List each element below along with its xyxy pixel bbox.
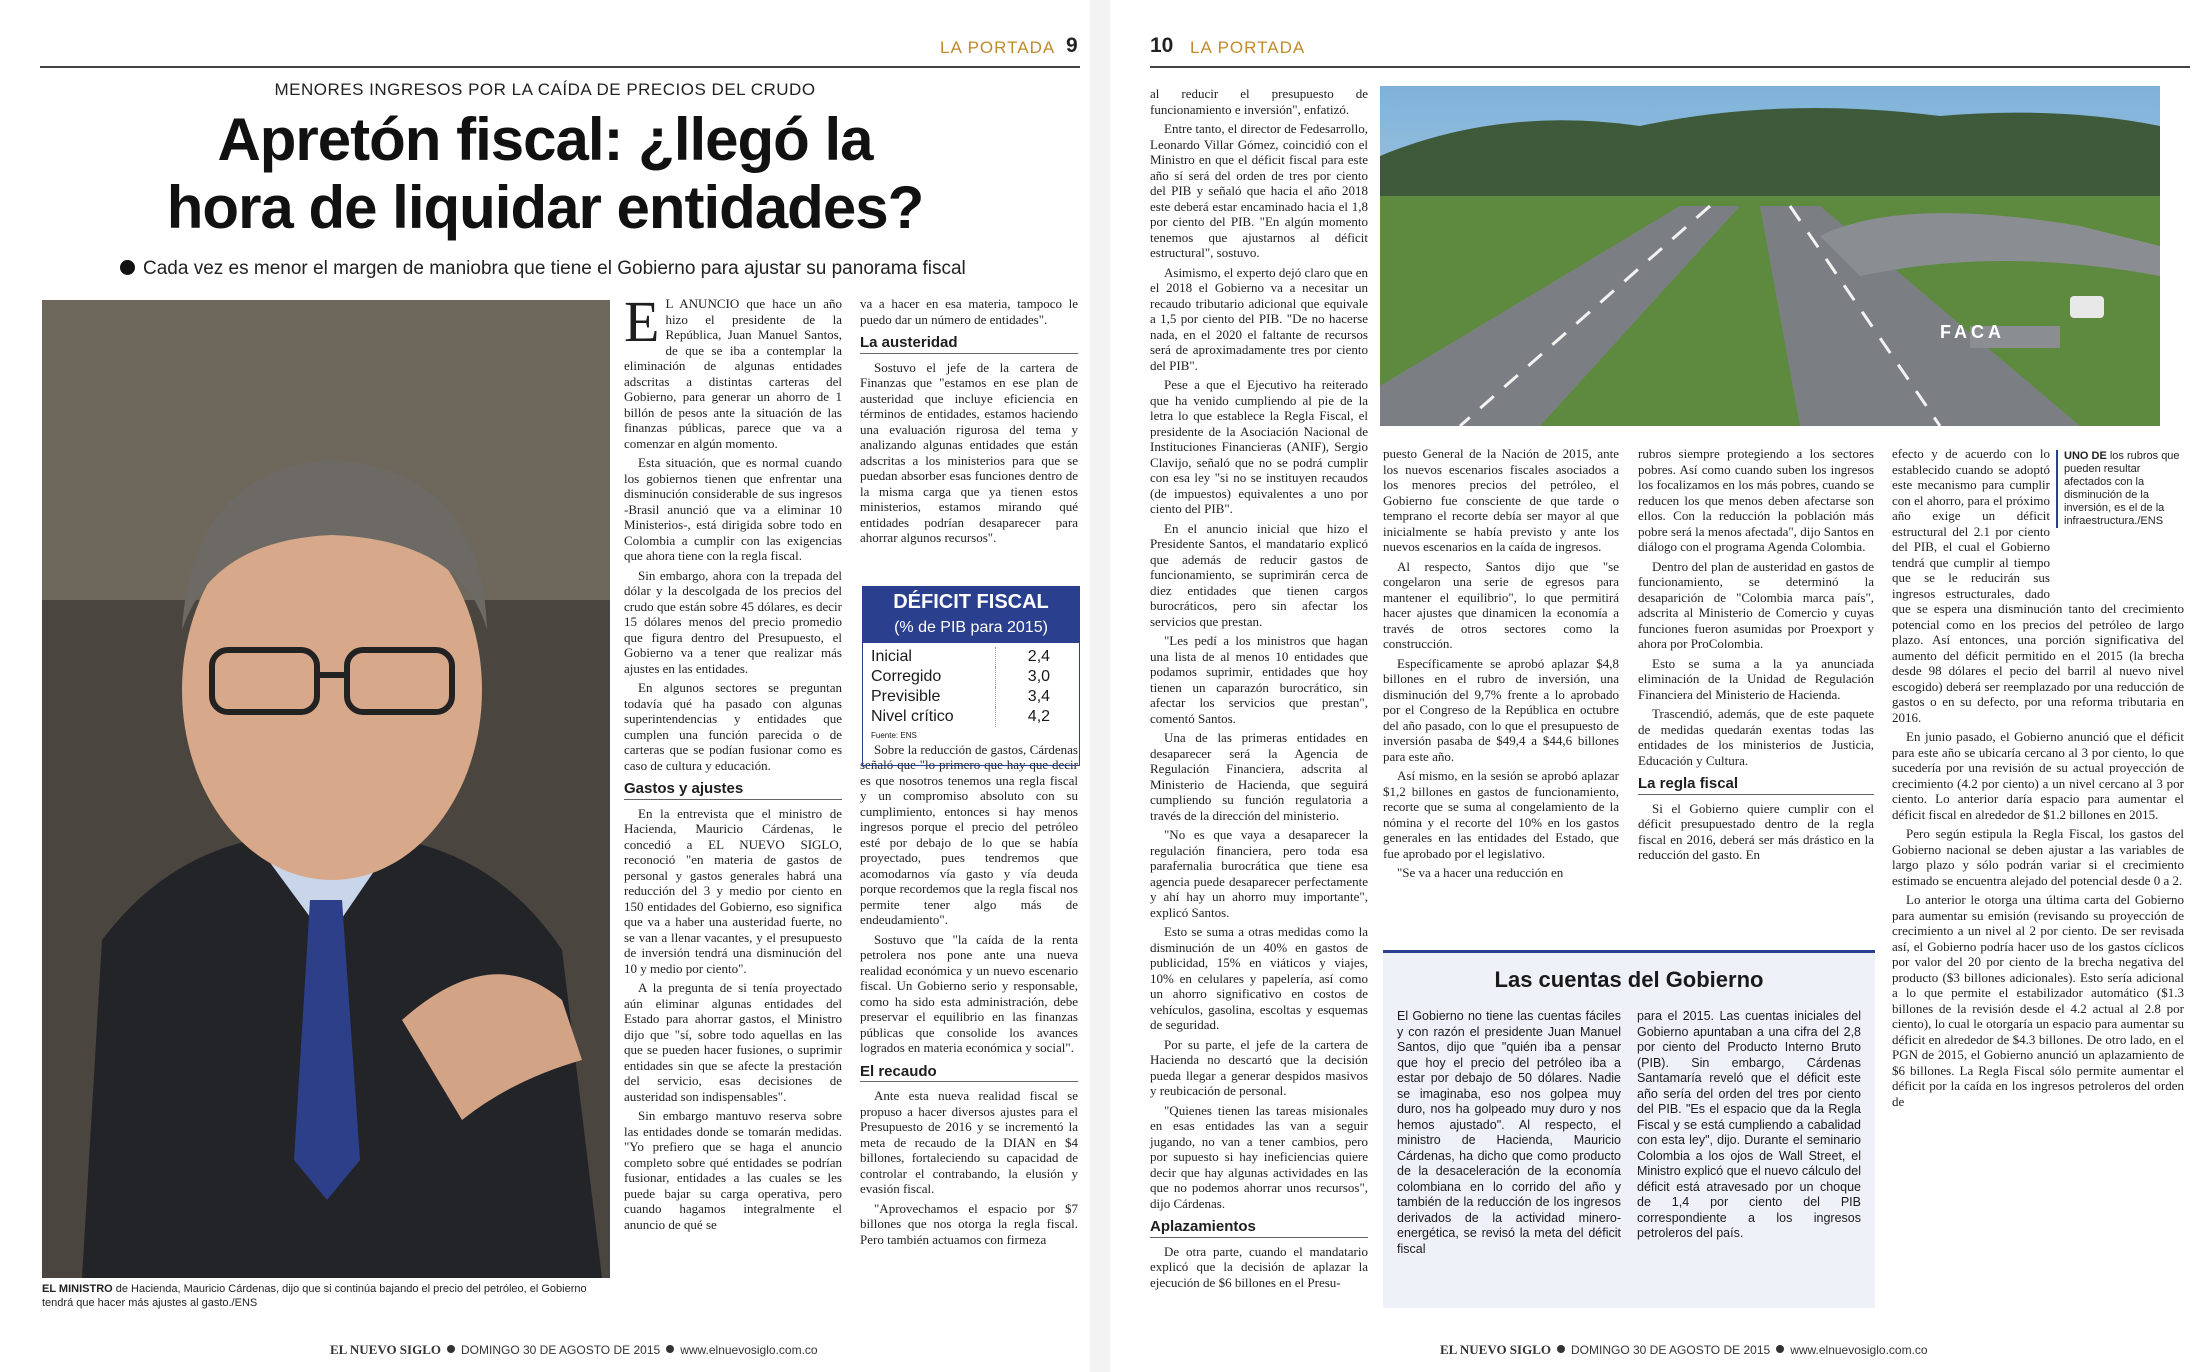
bullet-icon [1557,1345,1565,1353]
subheading: La regla fiscal [1638,776,1874,795]
subheading: La austeridad [860,335,1078,354]
page-footer [1440,1342,1928,1358]
paragraph: En junio pasado, el Gobierno anunció que el déficit para este año se ubicaría cercano al 3 por ciento, lo que sucedería por una revisión de su actual proyección de crecimiento (4.2 por ciento) a un nivel cercano al 3 por ciento. Lo anterior daría espacio para aumentar el déficit fiscal en alrededor de $1.2 billones en 2015. [1892,729,2184,822]
section-label: LA PORTADA [1190,38,1306,57]
paragraph: Así mismo, en la sesión se aprobó aplazar $1,2 billones en gastos de funcionamiento, recorte que se suma al congelamiento de la nómina y el recorte del 10% en los gastos generales en las entidades del Estado, que fue aprobado por el legislativo. [1383,768,1619,861]
paragraph: "Se va a hacer una reducción en [1397,865,1564,880]
box-column-right: para el 2015. Las cuentas iniciales del Gobierno apuntaban a una cifra del 2,8 por ciento del Producto Interno Bruto (PIB). Sin embargo, Cárdenas Santamaría reveló que el déficit este año sería del orden del tres por ciento del PIB. "Es el espacio que da la Regla Fiscal y se está cumpliendo a cabalidad con esta ley", dijo. Durante el seminario Colombia a los ojos de Wall Street, el Ministro explicó que el nuevo cálculo del déficit está atravesado por un choque de 1,4 por ciento del PIB correspondiente a los ingresos petroleros del país. [1637,1009,1861,1240]
paragraph: Sin embargo mantuvo reserva sobre las entidades donde se tomarán medidas. "Yo prefiero que se haga el anuncio completo sobre qué entidades se podrían fusionar, entidades a las cuales se les puede bajar su carga operativa, pero cuando hagamos integralmente el anuncio de qué se [624,1108,842,1232]
paragraph: Específicamente se aprobó aplazar $4,8 billones en el rubro de inversión, una disminución del 9,7% frente a lo aprobado por el Congreso de la República en octubre del año pasado, con lo que el presupuesto de inversión pasaba de $49,4 a $44,6 billones para este año. [1383,655,1619,764]
paragraph: Pero según estipula la Regla Fiscal, los gastos del Gobierno nacional se deben ajustar a las variables de largo plazo y sólo podrán variar si el crecimiento estimado se encuentra alejado del potencial desde 0 a 2. [1892,826,2184,888]
paragraph: Sostuvo que "la caída de la renta petrolera nos pone ante una nueva realidad económica y un nuevo escenario fiscal. Un Gobierno serio y responsable, como ha sido esta administración, debe preservar el equilibrio en las finanzas públicas que consolide los avances logrados en materia económica y social". [860,931,1078,1055]
table-row [863,647,1079,667]
paragraph: efecto y de acuerdo con lo establecido cuando se adoptó este mecanismo para cumplir con el ahorro, para el próximo año exige un déficit estructural del 2.1 por ciento del PIB, el cual el Gobierno tendrá que cumplir al tiempo que se le reducirán sus ingresos estructurales, dado que se espera una disminución tanto del crecimiento potencial como en los precios del petróleo de largo plazo. Así entonces, una porción significativa del aumento del déficit permitido en el 2015 (la brecha desde 98 dólares el pecio del barril al nuevo nivel escogido) deberá ser reemplazado por una reducción de gastos o en su defecto, por una reforma tributaria en 2016. [1892,446,2184,725]
drop-cap: E [624,289,660,354]
paragraph: Sobre la reducción de gastos, Cárdenas señaló que "lo primero que hay que decir es que nosotros tenemos una regla fiscal y un compromiso absoluto con su cumplimiento, entonces si hay menos ingresos porque el precio del petróleo esté por debajo de lo que se había proyectado, pues tendremos que acomodarnos vía gasto y vía deuda porque recordemos que la regla fiscal nos permite tener algo más de endeudamiento". [860,741,1078,927]
subheading: Aplazamientos [1150,1219,1368,1238]
paragraph: Lo anterior le otorga una última carta del Gobierno para aumentar su emisión (revisando su proyección de crecimiento a un nivel al 2 por ciento. De ser revisada así, el Gobierno podría hacer uso de los gastos cíclicos por valor del 20 por ciento de la brecha negativa del producto ($3 billones adicionales). Esto sería adicional a lo que permite el estabilizador automático ($1.3 billones de la revisión desde el 4.2 actual al 2.8 por ciento), lo cual le otorgaría un espacio para aumentar su déficit en alrededor de $4.3 billones. De otro lado, en el PGN de 2015, el Gobierno anunció un aplazamiento de $6 billones. La Regla Fiscal sólo permite aumentar el déficit por la caída en los ingresos petroleros del orden de [1892,892,2184,1109]
subheading: Gastos y ajustes [624,781,842,800]
headline [40,106,1050,242]
paragraph: Sostuvo el jefe de la cartera de Finanzas que "estamos en ese plan de austeridad que incluye eficiencia en términos de entidades, estamos haciendo una evaluación rigurosa del tema y analizando algunas entidades que están adscritas a los ministerios para que se puedan absorber esas funciones dentro de la misma carga que ya tienen estos ministerios, estamos mirando qué entidades podrían desaparecer para ahorrar algunos recursos". [860,359,1078,545]
portrait-icon [42,300,610,1278]
paragraph: A la pregunta de si tenía proyectado aún eliminar algunas entidades del Estado para ahorrar gastos, el Ministro dijo que "sí, sobre todo aquellas en las que se pueden hacer fusiones, o suprimir entidades sin que se afecte la prestación del servicio, esas decisiones de austeridad son indispensables". [624,980,842,1104]
bullet-icon [666,1345,674,1353]
article-column-2 [860,296,1078,1251]
paragraph: En algunos sectores se preguntan todavía qué ha pasado con algunas superintendencias y entidades que cumplen una función parecida o de carteras que se podían fusionar como es caso de cultura y educación. [624,680,842,773]
paragraph: Esto se suma a otras medidas como la disminución de un 40% en gastos de publicidad, 15% en viáticos y viajes, 10% en celulares y papelería, así como un ahorro significativo en costos de vehículos, gasolina, escoltas y esquemas de seguridad. [1150,924,1368,1032]
subheading: El recaudo [860,1064,1078,1083]
paragraph: Entre tanto, el director de Fedesarrollo, Leonardo Villar Gómez, coincidió con el Ministro en que el déficit fiscal para este año sí será del orden de tres por ciento del PIB y señaló que hacia el año 2018 este deberá estar encaminado hacia el 1,8 por ciento del PIB. "En algún momento tenemos que ajustarnos al déficit estructural", sostuvo. [1150,121,1368,260]
page-footer [330,1342,818,1358]
infobox-title: DÉFICIT FISCAL [863,587,1079,619]
sidenote-spacer [2050,446,2184,596]
row-value: 2,4 [995,647,1079,667]
bullet-icon [447,1345,455,1353]
paragraph: Una de las primeras entidades en desaparecer será la Agencia de Regulación Financiera, adscrita al Ministerio de Hacienda, que seguirá cumpliendo su función regulatoria a través de la dirección del ministerio. [1150,730,1368,823]
paragraph: Asimismo, el experto dejó claro que en el 2018 el Gobierno va a necesitar un recaudo tributario adicional que equivale a 1,5 por ciento del PIB. "De no hacerse nada, en el 2020 el faltante de recursos será de aproximadamente tres por ciento del PIB". [1150,264,1368,373]
paragraph: "Aprovechamos el espacio por $7 billones que nos otorga la regla fiscal. Pero también actuamos con firmeza [860,1200,1078,1247]
newspaper-logo: EL NUEVO SIGLO [330,1342,441,1357]
paragraph: E L ANUNCIO que hace un año hizo el presidente de la República, Juan Manuel Santos, de que se iba a contemplar la eliminación de algunas entidades adscritas a distintas carteras del Gobierno, para generar un ahorro de 1 billón de pesos ante la situación de las finanzas públicas, parece que va a comenzar en algún momento. [624,289,842,451]
highway-icon [1380,86,2160,426]
table-row [863,707,1079,727]
government-accounts-box [1383,950,1875,1308]
box-title: Las cuentas del Gobierno [1494,967,1764,992]
paragraph: rubros siempre protegiendo a los sectores pobres. Así como cuando suben los ingresos los focalizamos en los más pobres, cuando se reducen los que menos deben afectarse son ellos. Con la reducción la población más pobre será la menos afectada", dijo Santos en diálogo con el programa Agenda Colombia. [1638,446,1874,554]
paragraph: En el anuncio inicial que hizo el Presidente Santos, el mandatario explicó que además de reducir gastos de funcionamiento, se suprimirán cerca de diez entidades que tienen cargos burocráticos, pero sin afectar los servicios que prestan. [1150,520,1368,629]
row-label: Corregido [871,668,942,685]
caption-text: de Hacienda, Mauricio Cárdenas, dijo que si continúa bajando el precio del petróleo, el Gobierno tendrá que hacer más ajustes al gasto./ENS [42,1283,587,1309]
table-row [863,667,1079,687]
paragraph: "No es que vaya a desaparecer la regulación financiera, pero toda esa parafernalia burocrática que tiene esa agencia puede desaparecer perfectamente y ahí hay un ahorro muy importante", explicó Santos. [1150,827,1368,920]
footer-date: DOMINGO 30 DE AGOSTO DE 2015 [461,1343,661,1357]
footer-url[interactable]: www.elnuevosiglo.com.co [1790,1343,1928,1357]
highway-photo [1380,86,2160,426]
page-number: 10 [1150,34,1174,57]
box-column-left: El Gobierno no tiene las cuentas fáciles y con razón el presidente Juan Manuel Santos, dijo que "quién iba a pensar que hoy el precio del petróleo iba a estar por debajo de 50 dólares. Nadie se imaginaba, eso nos golpea muy duro, nos ha golpeado muy duro y nos hemos ajustado". Al respecto, el ministro de Hacienda, Mauricio Cárdenas, ha dicho que como producto de la desaceleración de la economía colombiana en lo corrido del año y también de la reducción de los ingresos derivados de la actividad minero-energética, se revisó la meta del déficit fiscal [1397,1009,1621,1256]
caption-bold: EL MINISTRO [42,1283,113,1295]
paragraph: Al respecto, Santos dijo que "se congelaron una serie de egresos para mantener el equilibrio", lo que permitirá hacer ajustes que dinamicen la economía a través de otros sectores como la construcción. [1383,558,1619,651]
headline-line-1: Apretón fiscal: ¿llegó la [217,106,873,173]
kicker: MENORES INGRESOS POR LA CAÍDA DE PRECIOS DEL CRUDO [274,80,816,99]
footer-date: DOMINGO 30 DE AGOSTO DE 2015 [1571,1343,1771,1357]
page-10 [1110,0,2204,1372]
paragraph: En la entrevista que el ministro de Hacienda, Mauricio Cárdenas, le concedió a EL NUEVO SIGLO, reconoció "en materia de gastos de personal y gastos generales habrá una reducción del 3 y medio por ciento en 150 entidades del Gobierno, eso significa que va a haber una austeridad fuerte, no se van a llenar vacantes, y el presupuesto de inversión tendrá una disminución del 10 y medio por ciento". [624,805,842,976]
photo-caption [42,1282,610,1310]
paragraph: puesto General de la Nación de 2015, ante los nuevos escenarios fiscales asociados a los menores precios del petróleo, el Gobierno fue consciente de que tarde o temprano el recorte debía ser mayor al que inicialmente se había previsto y ante los nuevos escenarios en la caída de ingresos. [1383,446,1619,554]
caption-bold: UNO DE [2064,450,2107,462]
headline-line-2: hora de liquidar entidades? [166,174,924,241]
page-gutter [1090,0,1110,1372]
row-label: Previsible [871,688,941,705]
paragraph: Pese a que el Ejecutivo ha reiterado que ha venido cumpliendo al pie de la letra lo que establece la Regla Fiscal, el presidente de la Asociación Nacional de Instituciones Financieras (ANIF), Sergio Clavijo, señaló que no se podrá cumplir con esa ley "si no se instituyen recaudos (de impuestos) equivalentes a uno por ciento del PIB". [1150,377,1368,516]
bullet-icon [1776,1345,1784,1353]
paragraph: "Quienes tienen las tareas misionales en esas entidades las van a seguir jugando, no van a tener cambios, pero por supuesto si hay ineficiencias quiere decir que hay algunas actividades en las que no podemos ahorrar unos recursos", dijo Cárdenas. [1150,1102,1368,1211]
deck [120,258,1020,280]
row-value: 3,4 [995,687,1079,707]
infobox-subtitle: (% de PIB para 2015) [863,619,1079,643]
row-value: 3,0 [995,667,1079,687]
row-label: Inicial [871,648,912,665]
paragraph: Por su parte, el jefe de la cartera de Hacienda no descartó que la decisión pueda llegar a generar despidos masivos y reubicación de personal. [1150,1036,1368,1098]
row-value: 4,2 [995,707,1079,727]
paragraph: al reducir el presupuesto de funcionamiento e inversión", enfatizó. [1150,86,1368,117]
paragraph: Trascendió, además, que de este paquete de medidas quedarán exentas todas las entidades de los ministerios de Justicia, Educación y Cultura. [1638,706,1874,768]
article-column-3 [1638,446,1874,867]
article-column-2 [1383,446,1619,885]
paragraph: Sin embargo, ahora con la trepada del dólar y la descolgada de los precios del crudo que están sobre 45 dólares, es decir 15 dólares menos del precio promedio que figura dentro del Presupuesto, el Gobierno va a tener que realizar más ajustes en las entidades. [624,567,842,676]
section-label: LA PORTADA [940,38,1056,57]
paragraph: "Les pedí a los ministros que hagan una lista de al menos 10 entidades que podamos suprimir, entidades que hoy tienen un caparazón burocrático, sin afectar los servicios que prestan", comentó Santos. [1150,633,1368,726]
footer-url[interactable]: www.elnuevosiglo.com.co [680,1343,818,1357]
deck-text: Cada vez es menor el margen de maniobra que tiene el Gobierno para ajustar su panorama fiscal [143,258,966,279]
infobox-source: Fuente: ENS [871,731,917,740]
article-column-1 [624,289,842,1236]
paragraph: Ante esta nueva realidad fiscal se propuso a hacer diversos ajustes para el Presupuesto de 2016 y se incrementó la meta de recaudo de la DIAN en $4 billones, fortaleciendo su capacidad de controlar el contrabando, la elusión y evasión fiscal. [860,1088,1078,1196]
paragraph: va a hacer en esa materia, tampoco le puedo dar un número de entidades". [860,296,1078,327]
minister-photo [42,300,610,1278]
article-column-4 [1892,446,2184,1113]
deficit-infobox [862,586,1080,766]
paragraph: Esta situación, que es normal cuando los gobiernos tienen que enfrentar una disminución considerable de sus ingresos -Brasil anunció que va a eliminar 10 Ministerios-, está dirigida sobre todo en Colombia a cumplir con las exigencias que ahora tiene con la regla fiscal. [624,455,842,563]
page-number: 9 [1066,34,1078,57]
caption-text: los rubros que pueden resultar afectados con la disminución de la inversión, es el de la infraestructura./ENS [2064,450,2180,527]
paragraph: Si el Gobierno quiere cumplir con el déficit presupuestado dentro de la regla fiscal en 2016, deberá ser más drástico en la reducción del gasto. En [1638,800,1874,862]
paragraph: Esto se suma a la ya anunciada eliminación de la Unidad de Regulación Financiera del Ministerio de Hacienda. [1638,655,1874,702]
paragraph: De otra parte, cuando el mandatario explicó que la decisión de aplazar la ejecución de $6 billones en el Presu- [1150,1243,1368,1290]
header-rule [40,66,1080,68]
paragraph: Dentro del plan de austeridad en gastos de funcionamiento, se determinó la desaparición de "Colombia marca país", adscrita al Ministerio de Comercio y cuyas funciones fueron asumidas por Proexport y ahora por ProColombia. [1638,558,1874,651]
table-row [863,687,1079,707]
infobox-table [863,647,1079,727]
newspaper-logo: EL NUEVO SIGLO [1440,1342,1551,1357]
row-label: Nivel crítico [871,708,954,725]
page-9 [0,0,1090,1372]
bullet-icon [120,260,135,275]
header-rule [1150,66,2190,68]
article-column-1 [1150,86,1368,1294]
road-sign-text: FACA [1940,322,2005,342]
